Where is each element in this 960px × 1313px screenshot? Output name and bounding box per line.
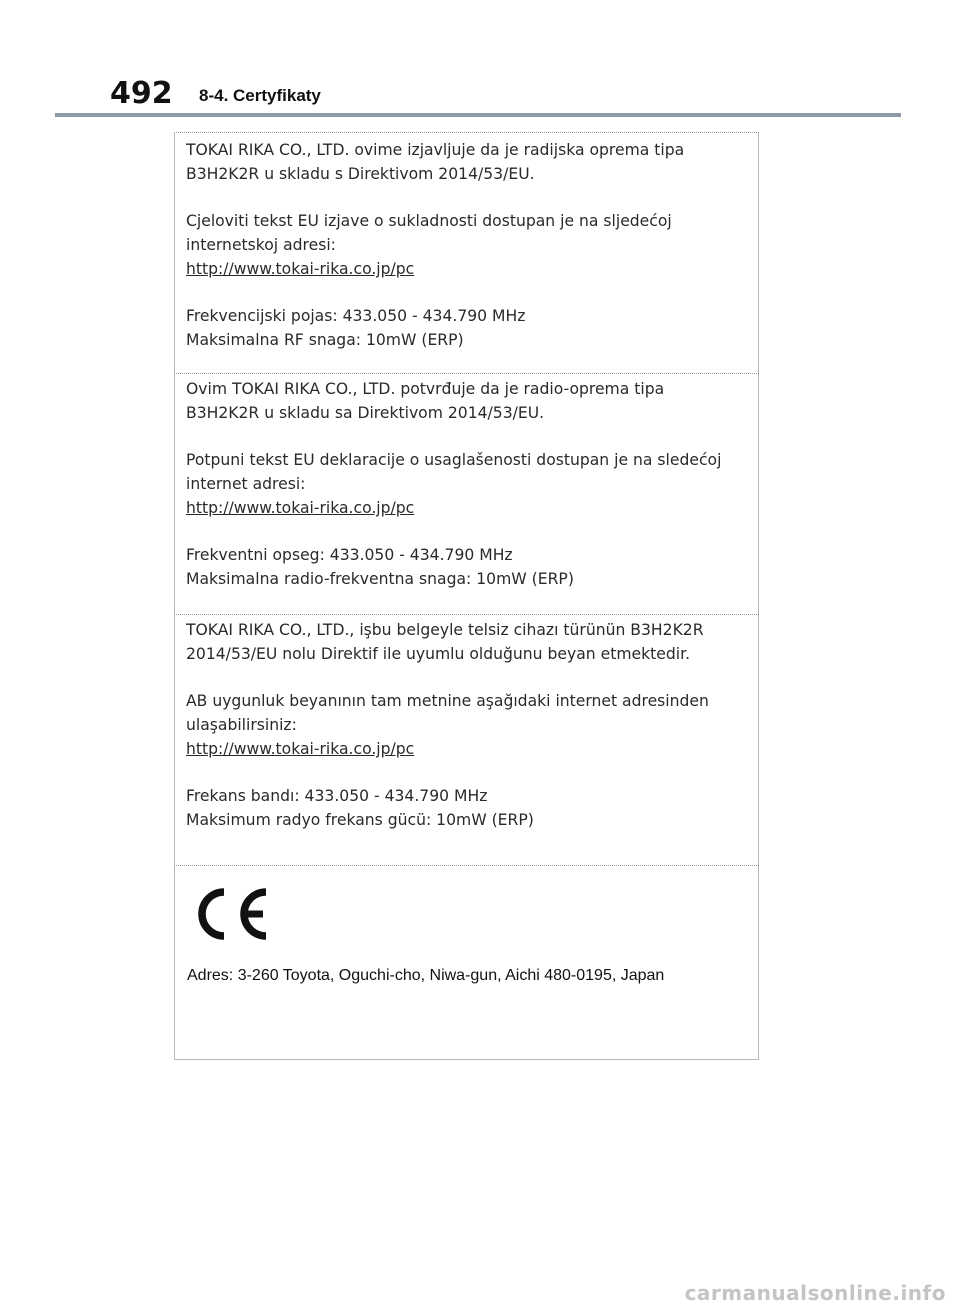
declaration-line: TOKAI RIKA CO., LTD. ovime izjavljuje da je radijska oprema tipa	[186, 141, 685, 159]
availability-line: Cjeloviti tekst EU izjave o sukladnosti dostupan je na sljedećoj	[186, 212, 672, 230]
declaration-link[interactable]: http://www.tokai-rika.co.jp/pc	[186, 499, 415, 517]
availability-line: internetskoj adresi:	[186, 236, 336, 254]
availability-line: AB uygunluk beyanının tam metnine aşağıdaki internet adresinden	[186, 692, 709, 710]
block-separator	[174, 614, 759, 615]
frequency-line: Frekventni opseg: 433.050 - 434.790 MHz	[186, 546, 513, 564]
availability-line: ulaşabilirsiniz:	[186, 716, 297, 734]
declaration-block-turkish	[186, 618, 756, 832]
availability-line: Potpuni tekst EU deklaracije o usaglašenosti dostupan je na sledećoj	[186, 451, 722, 469]
section-title: 8-4. Certyfikaty	[199, 86, 321, 105]
block-separator	[174, 865, 759, 866]
declaration-block-serbian	[186, 377, 756, 591]
power-line: Maksimalna RF snaga: 10mW (ERP)	[186, 331, 464, 349]
declaration-link[interactable]: http://www.tokai-rika.co.jp/pc	[186, 260, 415, 278]
frequency-line: Frekans bandı: 433.050 - 434.790 MHz	[186, 787, 488, 805]
declaration-line: B3H2K2R u skladu s Direktivom 2014/53/EU.	[186, 165, 535, 183]
power-line: Maksimum radyo frekans gücü: 10mW (ERP)	[186, 811, 534, 829]
frequency-line: Frekvencijski pojas: 433.050 - 434.790 MHz	[186, 307, 526, 325]
watermark: carmanualsonline.info	[684, 1281, 946, 1305]
block-separator	[174, 373, 759, 374]
declaration-link[interactable]: http://www.tokai-rika.co.jp/pc	[186, 740, 415, 758]
declaration-line: B3H2K2R u skladu sa Direktivom 2014/53/EU.	[186, 404, 545, 422]
declaration-line: TOKAI RIKA CO., LTD., işbu belgeyle telsiz cihazı türünün B3H2K2R	[186, 621, 704, 639]
declaration-line: Ovim TOKAI RIKA CO., LTD. potvrđuje da je radio-oprema tipa	[186, 380, 665, 398]
manufacturer-address: Adres: 3-260 Toyota, Oguchi-cho, Niwa-gun, Aichi 480-0195, Japan	[187, 967, 665, 984]
declaration-block-croatian	[186, 138, 756, 352]
certificate-top-rule	[174, 132, 759, 133]
page-number: 492	[110, 76, 173, 111]
header-rule	[55, 113, 901, 117]
ce-mark-icon	[194, 884, 274, 944]
power-line: Maksimalna radio-frekventna snaga: 10mW (ERP)	[186, 570, 574, 588]
availability-line: internet adresi:	[186, 475, 306, 493]
declaration-line: 2014/53/EU nolu Direktif ile uyumlu olduğunu beyan etmektedir.	[186, 645, 691, 663]
